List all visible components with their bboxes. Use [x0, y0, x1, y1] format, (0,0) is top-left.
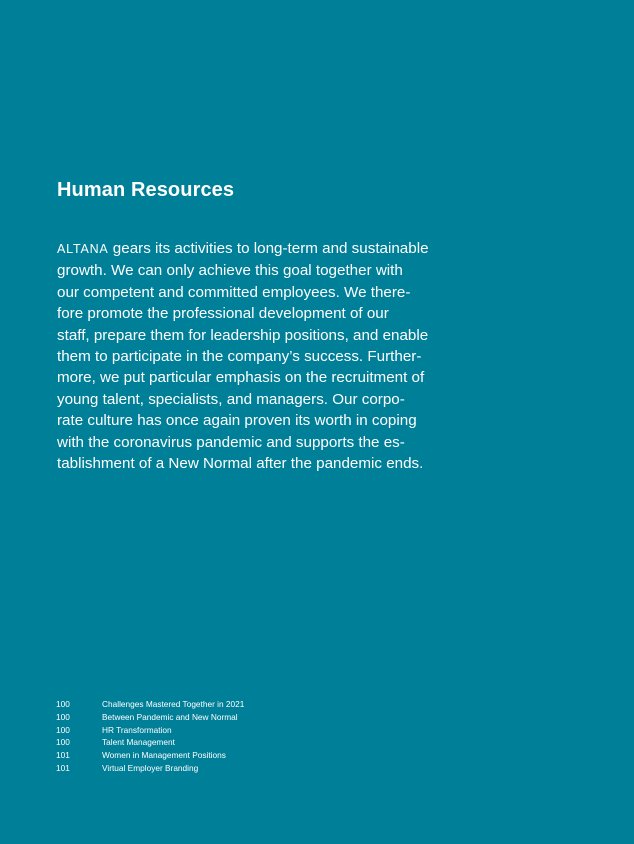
contents-item[interactable]	[56, 736, 356, 749]
contents-item-label: Virtual Employer Branding	[102, 762, 199, 773]
company-name: ALTANA	[57, 242, 109, 256]
contents-page-number: 100	[56, 737, 70, 748]
paragraph-line: fore promote the professional development of our	[57, 305, 389, 323]
paragraph-line	[57, 238, 447, 260]
contents-item[interactable]	[56, 698, 356, 711]
paragraph-line: our competent and committed employees. We there-	[57, 283, 411, 301]
contents-page-number: 101	[56, 750, 70, 761]
paragraph-line: with the coronavirus pandemic and supports the es-	[57, 433, 405, 451]
contents-item[interactable]	[56, 711, 356, 724]
contents-list	[56, 698, 356, 775]
contents-item-label: Talent Management	[102, 737, 175, 748]
contents-item[interactable]	[56, 749, 356, 762]
contents-item-label: HR Transformation	[102, 724, 172, 735]
paragraph-line: them to participate in the company’s success. Further-	[57, 348, 422, 366]
contents-page-number: 100	[56, 724, 70, 735]
contents-item-label: Challenges Mastered Together in 2021	[102, 699, 245, 709]
contents-item-label: Between Pandemic and New Normal	[102, 711, 238, 722]
paragraph-line: more, we put particular emphasis on the recruitment of	[57, 369, 425, 387]
page-title: Human Resources	[57, 179, 235, 201]
contents-page-number: 101	[56, 762, 70, 773]
paragraph-line: growth. We can only achieve this goal together with	[57, 262, 403, 280]
paragraph-line: young talent, specialists, and managers. Our corpo-	[57, 390, 405, 408]
contents-item[interactable]	[56, 762, 356, 775]
paragraph-line: tablishment of a New Normal after the pandemic ends.	[57, 455, 424, 473]
contents-page-number: 100	[56, 711, 70, 722]
contents-item-label: Women in Management Positions	[102, 750, 226, 761]
intro-paragraph	[57, 238, 447, 474]
paragraph-line: rate culture has once again proven its worth in coping	[57, 412, 417, 430]
paragraph-line-text: gears its activities to long-term and sustainable	[108, 240, 429, 257]
contents-page-number: 100	[56, 699, 70, 709]
paragraph-line: staff, prepare them for leadership positions, and enable	[57, 326, 429, 344]
contents-item[interactable]	[56, 724, 356, 737]
